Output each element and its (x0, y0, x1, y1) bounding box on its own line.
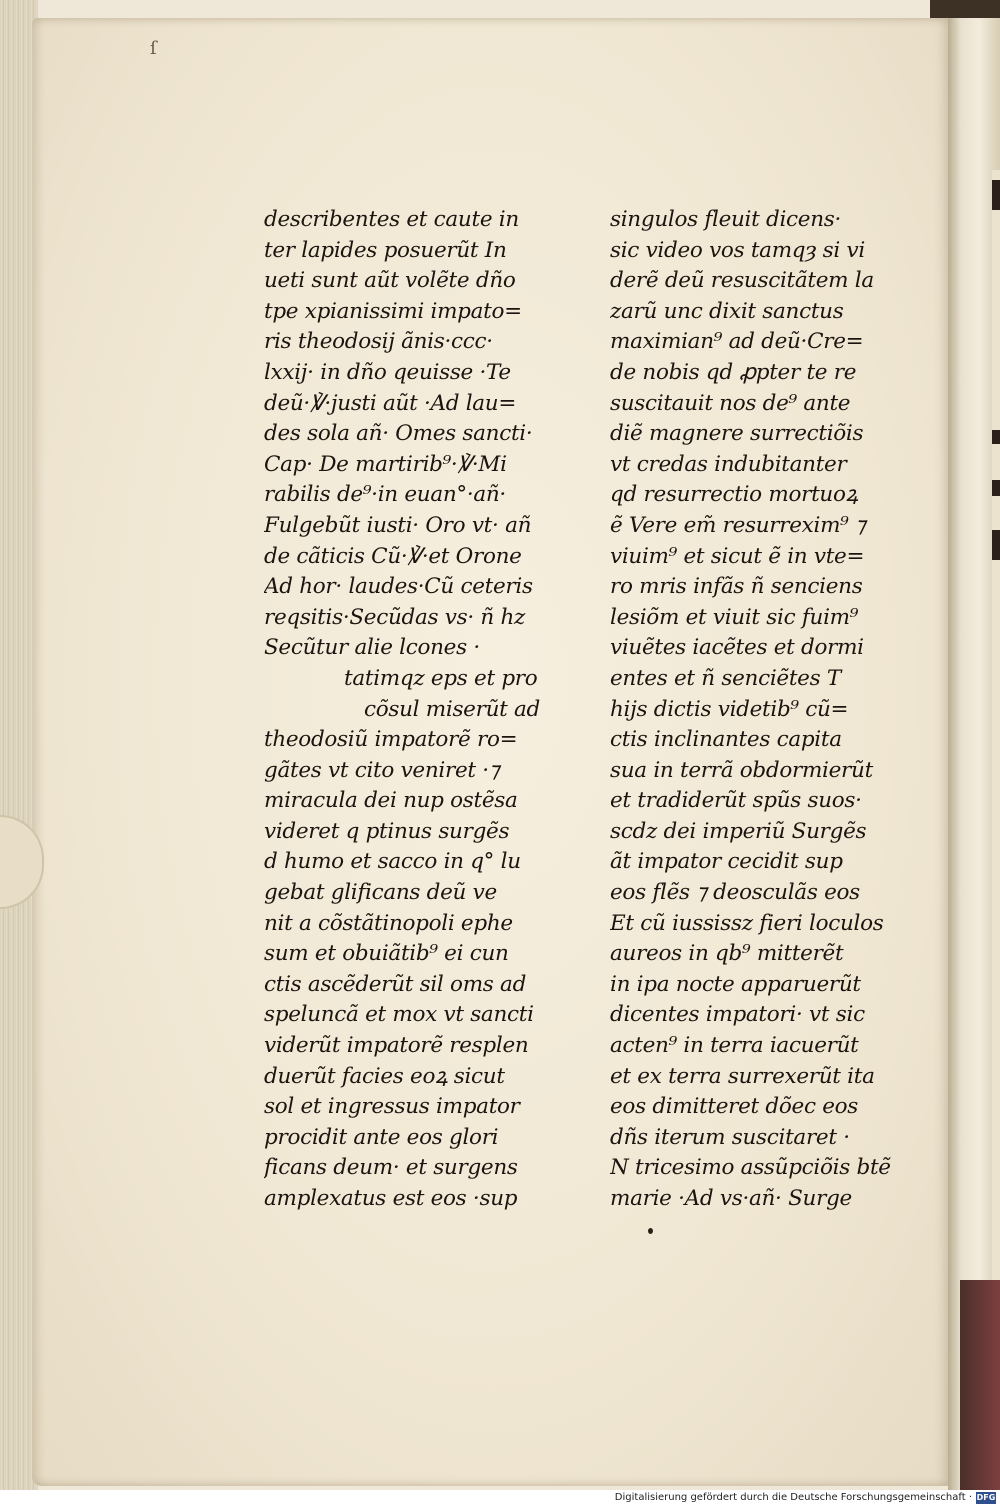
text-line: acten⁹ in terra iacuerũt (610, 1033, 859, 1059)
text-line: procidit ante eos glori (264, 1124, 499, 1150)
text-line: des sola añ· Omes sancti· (264, 421, 533, 447)
text-line: miracula dei nup ostẽsa (264, 788, 518, 814)
text-line: ueti sunt aũt volẽte dño (264, 268, 516, 294)
text-line: tpe xpianissimi impato= (264, 298, 522, 324)
text-line: viuim⁹ et sicut ẽ in vte= (610, 543, 865, 569)
page-mark-glyph: ſ (150, 38, 157, 59)
text-line: marie ·Ad vs·añ· Surge (610, 1186, 852, 1211)
text-line: derẽ deũ resuscitãtem la (610, 268, 874, 294)
text-line: viuẽtes iacẽtes et dormi (610, 635, 864, 661)
text-line: lxxij· in dño qeuisse ·Te (264, 359, 511, 385)
text-line: ẽ Vere em̃ resurrexim⁹ ⁊ (610, 512, 866, 538)
text-line: et ex terra surrexerũt ita (610, 1063, 875, 1089)
text-line: ctis inclinantes capita (610, 727, 842, 753)
text-line: ãt impator cecidit sup (610, 849, 843, 875)
text-line: diẽ magnere surrectiõis (610, 421, 864, 447)
text-line: suscitauit nos de⁹ ante (610, 390, 851, 416)
text-line: duerũt facies eoꝝ sicut (264, 1063, 505, 1089)
ink-dot (648, 1228, 653, 1234)
facing-page-strip (992, 170, 1000, 1290)
facing-page-ink-mark (992, 430, 1000, 444)
left-text-column (264, 205, 572, 1215)
facing-page-ink-mark (992, 480, 1000, 496)
text-line: videret q ptinus surgẽs (264, 818, 510, 844)
text-line: et tradiderũt spũs suos· (610, 788, 862, 814)
text-line: sua in terrã obdormierũt (610, 757, 873, 783)
text-line: cõsul miserũt ad (364, 696, 540, 722)
text-line: scdz dei imperiũ Surgẽs (610, 818, 867, 844)
text-line: in ipa nocte apparuerũt (610, 971, 861, 997)
text-line: speluncã et mox vt sancti (264, 1002, 534, 1028)
text-line: sol et ingressus impator (264, 1094, 520, 1120)
text-line: gebat glificans deũ ve (264, 880, 497, 906)
text-line: Et cũ iussissz fieri loculos (610, 910, 884, 936)
text-line: gãtes vt cito veniret ·⁊ (264, 757, 500, 783)
text-line: qd resurrectio mortuoꝝ (610, 482, 858, 508)
dfg-logo: DFG (976, 1493, 996, 1502)
text-line: ficans deum· et surgens (264, 1155, 518, 1181)
text-line: Cap· De martirib⁹·℣·Mi (264, 451, 507, 477)
text-line: zarũ unc dixit sanctus (610, 298, 844, 324)
text-line: rabilis de⁹·in euan°·añ· (264, 482, 506, 508)
gutter-fold (948, 10, 1000, 1490)
digitization-credit: Digitalisierung gefördert durch die Deutsche Forschungsgemeinschaft · (614, 1492, 972, 1503)
text-line: eos flẽs ⁊ deosculãs eos (610, 880, 860, 906)
text-line: sum et obuiãtib⁹ ei cun (264, 941, 509, 967)
text-line: ris theodosij ãnis·ccc· (264, 329, 493, 355)
text-line: ctis ascẽderũt sil oms ad (264, 971, 527, 997)
text-line: entes et ñ senciẽtes T (610, 665, 841, 691)
book-cover-bottom (960, 1280, 1000, 1490)
text-line: de nobis qd ꝓpter te re (610, 359, 857, 385)
text-line: Fulgebũt iusti· Oro vt· añ (264, 512, 532, 538)
text-line: vt credas indubitanter (610, 451, 847, 477)
right-text-column (610, 205, 910, 1215)
text-line: tatimqz eps et pro (344, 665, 538, 691)
text-line: singulos fleuit dicens· (610, 207, 842, 232)
text-line: sic video vos tamqȝ si vi (610, 237, 865, 263)
text-line: eos dimitteret dõec eos (610, 1094, 859, 1120)
text-line: ro mris infãs ñ senciens (610, 574, 863, 600)
book-cover-top (930, 0, 1000, 18)
text-line: viderũt impatorẽ resplen (264, 1033, 529, 1059)
text-line: lesiõm et viuit sic fuim⁹ (610, 604, 859, 630)
facing-page-ink-mark (992, 180, 1000, 210)
facing-page-ink-mark (992, 530, 1000, 560)
text-line: reqsitis·Secũdas vs· ñ hz (264, 604, 526, 630)
text-line: dicentes impatori· vt sic (610, 1002, 865, 1028)
text-line: Ad hor· laudes·Cũ ceteris (264, 574, 533, 600)
text-line: Secũtur alie lcones · (264, 635, 480, 661)
text-line: theodosiũ impatorẽ ro= (264, 727, 518, 753)
text-line: de cãticis Cũ·℣·et Orone (264, 543, 522, 569)
text-line: d humo et sacco in q° lu (264, 849, 521, 875)
text-line: describentes et caute in (264, 207, 519, 232)
text-line: hijs dictis videtib⁹ cũ= (610, 696, 849, 722)
text-line: ter lapides posuerũt In (264, 237, 507, 263)
text-line: amplexatus est eos ·sup (264, 1186, 518, 1211)
text-line: dñs iterum suscitaret · (610, 1124, 850, 1150)
text-line: deũ·℣·justi aũt ·Ad lau= (264, 390, 517, 416)
text-line: nit a cõstãtinopoli ephe (264, 910, 513, 936)
text-line: aureos in qb⁹ mitterẽt (610, 941, 844, 967)
text-line: N tricesimo assũpciõis btẽ (610, 1155, 891, 1181)
text-line: maximian⁹ ad deũ·Cre= (610, 329, 864, 355)
